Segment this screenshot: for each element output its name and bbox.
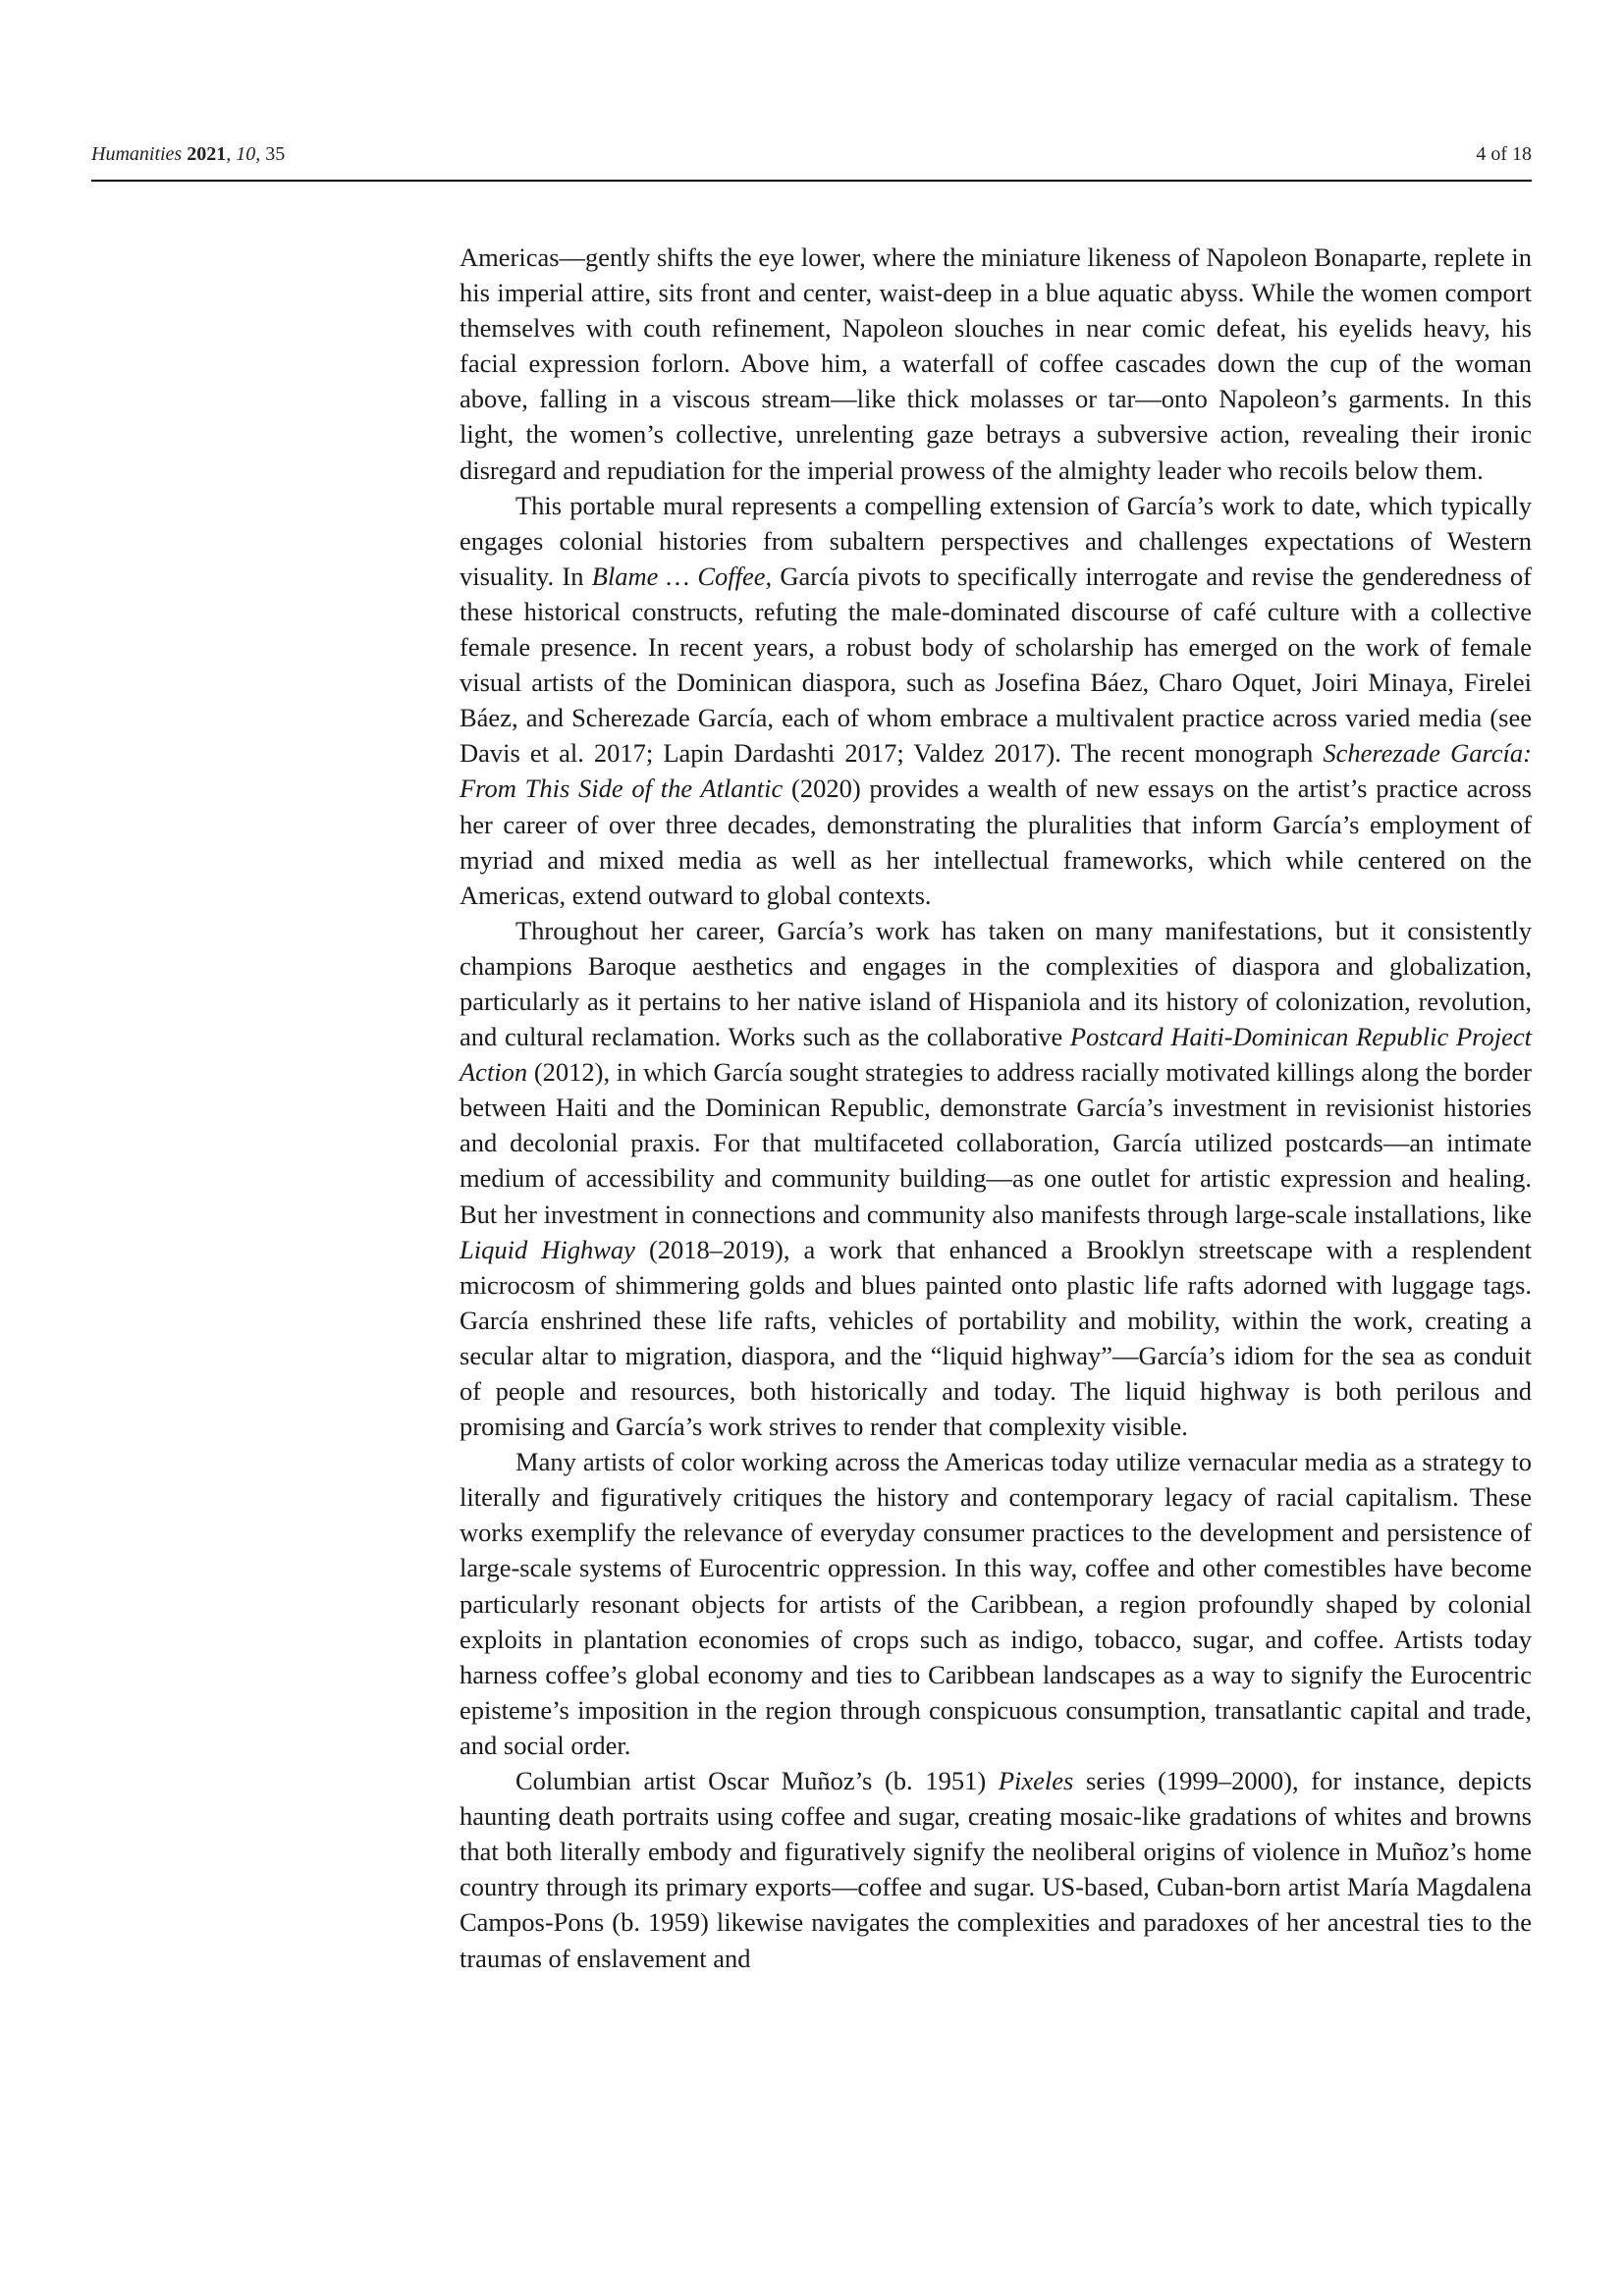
text-run: García pivots to specifically interrogate and revise the genderedness of these historical constructs, refuting the male-dominated discourse of café culture with a collective female presence. In recent years, a robust body of scholarship has emerged on the work of female visual artists of the Dominican diaspora, such as Josefina Báez, Charo Oquet, Joiri Minaya, Firelei Báez, and Scherezade García, each of whom embrace a multivalent practice across varied media (see Davis et al. 2017; Lapin Dardashti 2017; Valdez 2017). The recent monograph: [460, 561, 1532, 769]
running-header: [91, 138, 1532, 176]
italic-title: Liquid Highway: [460, 1234, 635, 1264]
page-number: 4 of 18: [1476, 143, 1532, 165]
text-run: (2018–2019), a work that enhanced a Brooklyn streetscape with a resplendent microcosm of shimmering golds and blues painted onto plastic life rafts adorned with luggage tags. García enshrined these life rafts, vehicles of portability and mobility, within the work, creating a secular altar to migration, diaspora, and the “liquid highway”—García’s idiom for the sea as conduit of people and resources, both historically and today. The liquid highway is both perilous and promising and García’s work strives to render that complexity visible.: [460, 1234, 1532, 1442]
journal-name: Humanities: [91, 143, 183, 165]
paragraph-4: [460, 1444, 1532, 1763]
italic-title: Scherezade García: From This Side of the Atlantic: [460, 738, 1532, 804]
text-run: Throughout her career, García’s work has taken on many manifestations, but it consistently champions Baroque aesthetics and engages in the complexities of diaspora and globalization, particularly as it pertains to her native island of Hispaniola and its history of colonization, revolution, and cultural reclamation. Works such as the collaborative: [460, 915, 1532, 1052]
article-number: 35: [265, 143, 286, 165]
text-run: series (1999–2000), for instance, depicts haunting death portraits using coffee and sugar, creating mosaic-like gradations of whites and browns that both literally embody and figuratively signify the neoliberal origins of violence in Muñoz’s home country through its primary exports—coffee and sugar. US-based, Cuban-born artist María Magdalena Campos-Pons (b. 1959) likewise navigates the complexities and paradoxes of her ancestral ties to the traumas of enslavement and: [460, 1766, 1532, 1973]
journal-year: 2021: [187, 143, 227, 165]
text-run: This portable mural represents a compelling extension of García’s work to date, which typically engages colonial histories from subaltern perspectives and challenges expectations of Western visuality. In: [460, 490, 1532, 591]
text-run: Columbian artist Oscar Muñoz’s (b. 1951): [515, 1766, 999, 1796]
paragraph-3: [460, 913, 1532, 1444]
italic-title: Postcard Haiti-Dominican Republic Project Action: [460, 1022, 1532, 1088]
text-run: Americas—gently shifts the eye lower, where the miniature likeness of Napoleon Bonaparte, replete in his imperial attire, sits front and center, waist-deep in a blue aquatic abyss. While the women comport themselves with couth refinement, Napoleon slouches in near comic defeat, his eyelids heavy, his facial expression forlorn. Above him, a waterfall of coffee cascades down the cup of the woman above, falling in a viscous stream—like thick molasses or tar—onto Napoleon’s garments. In this light, the women’s collective, unrelenting gaze betrays a subversive action, revealing their ironic disregard and repudiation for the imperial prowess of the almighty leader who recoils below them.: [460, 242, 1532, 485]
paragraph-1: [460, 240, 1532, 488]
article-body: [460, 240, 1532, 1976]
header-rule: [91, 180, 1532, 182]
italic-title: Pixeles: [998, 1766, 1074, 1796]
text-run: (2012), in which García sought strategies to address racially motivated killings along the border between Haiti and the Dominican Republic, demonstrate García’s investment in revisionist histories and decolonial praxis. For that multifaceted collaboration, García utilized postcards—an intimate medium of accessibility and community building—as one outlet for artistic expression and healing. But her investment in connections and community also manifests through large-scale installations, like: [460, 1057, 1532, 1229]
paragraph-2: [460, 488, 1532, 913]
journal-citation: Humanities 2021, 10, 35: [91, 143, 286, 165]
journal-volume: 10: [236, 143, 256, 165]
paragraph-5: [460, 1763, 1532, 1976]
italic-title: Blame … Coffee,: [591, 561, 773, 591]
text-run: Many artists of color working across the Americas today utilize vernacular media as a strategy to literally and figuratively critiques the history and contemporary legacy of racial capitalism. These works exemplify the relevance of everyday consumer practices to the development and persistence of large-scale systems of Eurocentric oppression. In this way, coffee and other comestibles have become particularly resonant objects for artists of the Caribbean, a region profoundly shaped by colonial exploits in plantation economies of crops such as indigo, tobacco, sugar, and coffee. Artists today harness coffee’s global economy and ties to Caribbean landscapes as a way to signify the Eurocentric episteme’s imposition in the region through conspicuous consumption, transatlantic capital and trade, and social order.: [460, 1447, 1532, 1760]
text-run: (2020) provides a wealth of new essays on the artist’s practice across her career of over three decades, demonstrating the pluralities that inform García’s employment of myriad and mixed media as well as her intellectual frameworks, which while centered on the Americas, extend outward to global contexts.: [460, 774, 1532, 910]
